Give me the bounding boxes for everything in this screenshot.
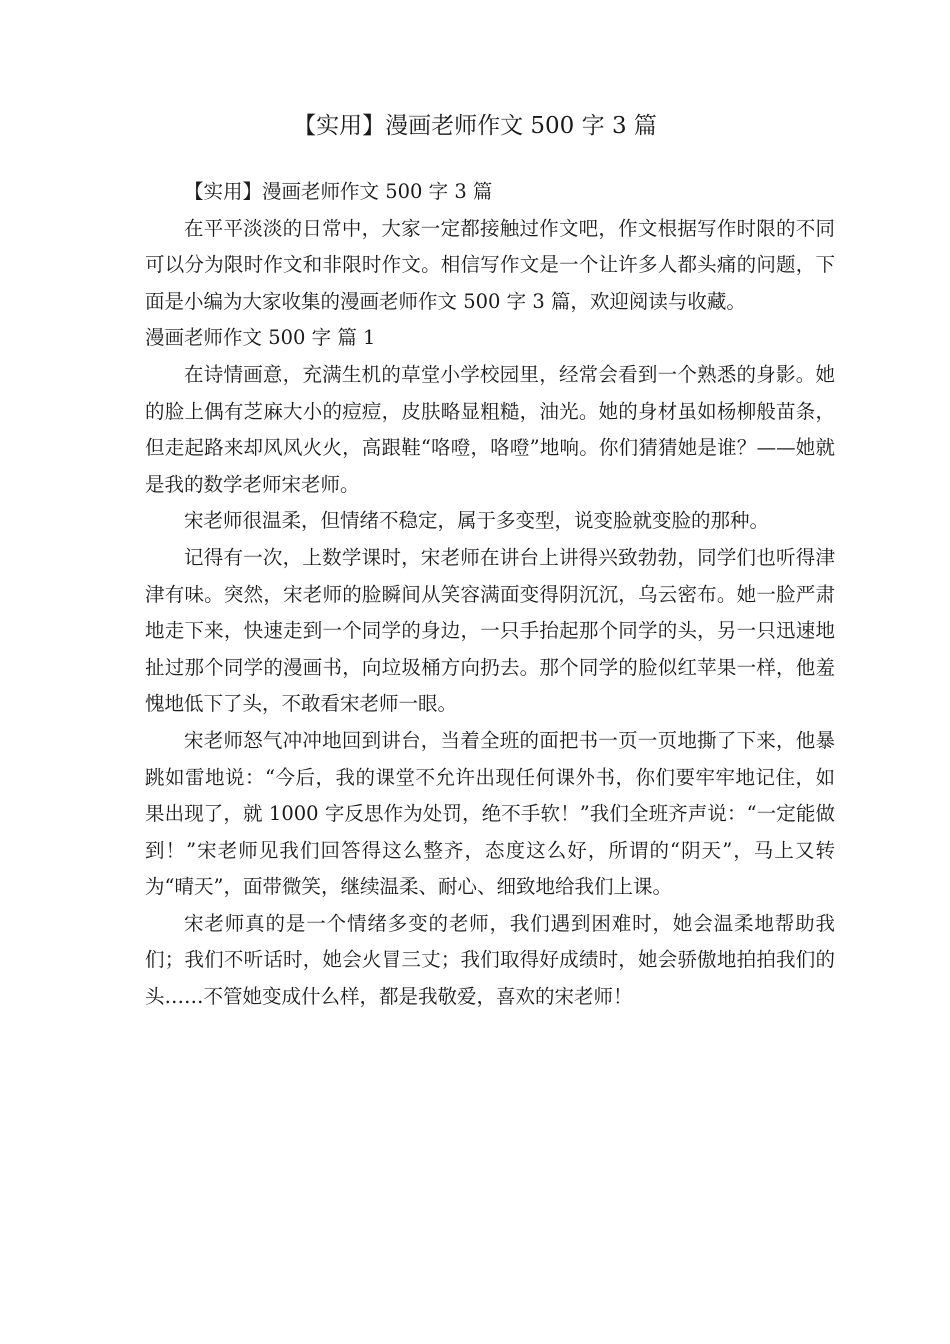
section-heading: 漫画老师作文 500 字 篇 1	[145, 326, 376, 350]
body-paragraph: 宋老师怒气冲冲地回到讲台，当着全班的面把书一页一页地撕了下来，他暴跳如雷地说：“今后，我的课堂不允许出现任何课外书，你们要牢牢地记住，如果出现了，就 1000 字反思作为处罚，绝不手软！”我们全班齐声说：“一定能做到！”宋老师见我们回答得这么整齐，态度这么好，所谓的“阴天”，马上又转为“晴天”，面带微笑，继续温柔、耐心、细致地给我们上课。	[145, 728, 835, 899]
document-subtitle: 【实用】漫画老师作文 500 字 3 篇	[184, 180, 493, 203]
body-paragraph: 在诗情画意，充满生机的草堂小学校园里，经常会看到一个熟悉的身影。她的脸上偶有芝麻大小的痘痘，皮肤略显粗糙，油光。她的身材虽如杨柳般苗条，但走起路来却风风火火，高跟鞋“咯噔，咯噔”地响。你们猜猜她是谁？——她就是我的数学老师宋老师。	[145, 362, 835, 496]
intro-paragraph: 在平平淡淡的日常中，大家一定都接触过作文吧，作文根据写作时限的不同可以分为限时作文和非限时作文。相信写作文是一个让许多人都头痛的问题，下面是小编为大家收集的漫画老师作文 500 字 3 篇，欢迎阅读与收藏。	[145, 216, 835, 313]
body-paragraph: 宋老师很温柔，但情绪不稳定，属于多变型，说变脸就变脸的那种。	[184, 509, 770, 533]
document-body	[145, 174, 835, 1016]
document-title: 【实用】漫画老师作文 500 字 3 篇	[293, 113, 657, 139]
body-paragraph: 记得有一次，上数学课时，宋老师在讲台上讲得兴致勃勃，同学们也听得津津有味。突然，宋老师的脸瞬间从笑容满面变得阴沉沉，乌云密布。她一脸严肃地走下来，快速走到一个同学的身边，一只手抬起那个同学的头，另一只迅速地扯过那个同学的漫画书，向垃圾桶方向扔去。那个同学的脸似红苹果一样，他羞愧地低下了头，不敢看宋老师一眼。	[145, 545, 835, 716]
body-paragraph: 宋老师真的是一个情绪多变的老师，我们遇到困难时，她会温柔地帮助我们；我们不听话时，她会火冒三丈；我们取得好成绩时，她会骄傲地拍拍我们的头……不管她变成什么样，都是我敬爱，喜欢的宋老师！	[145, 911, 835, 1009]
